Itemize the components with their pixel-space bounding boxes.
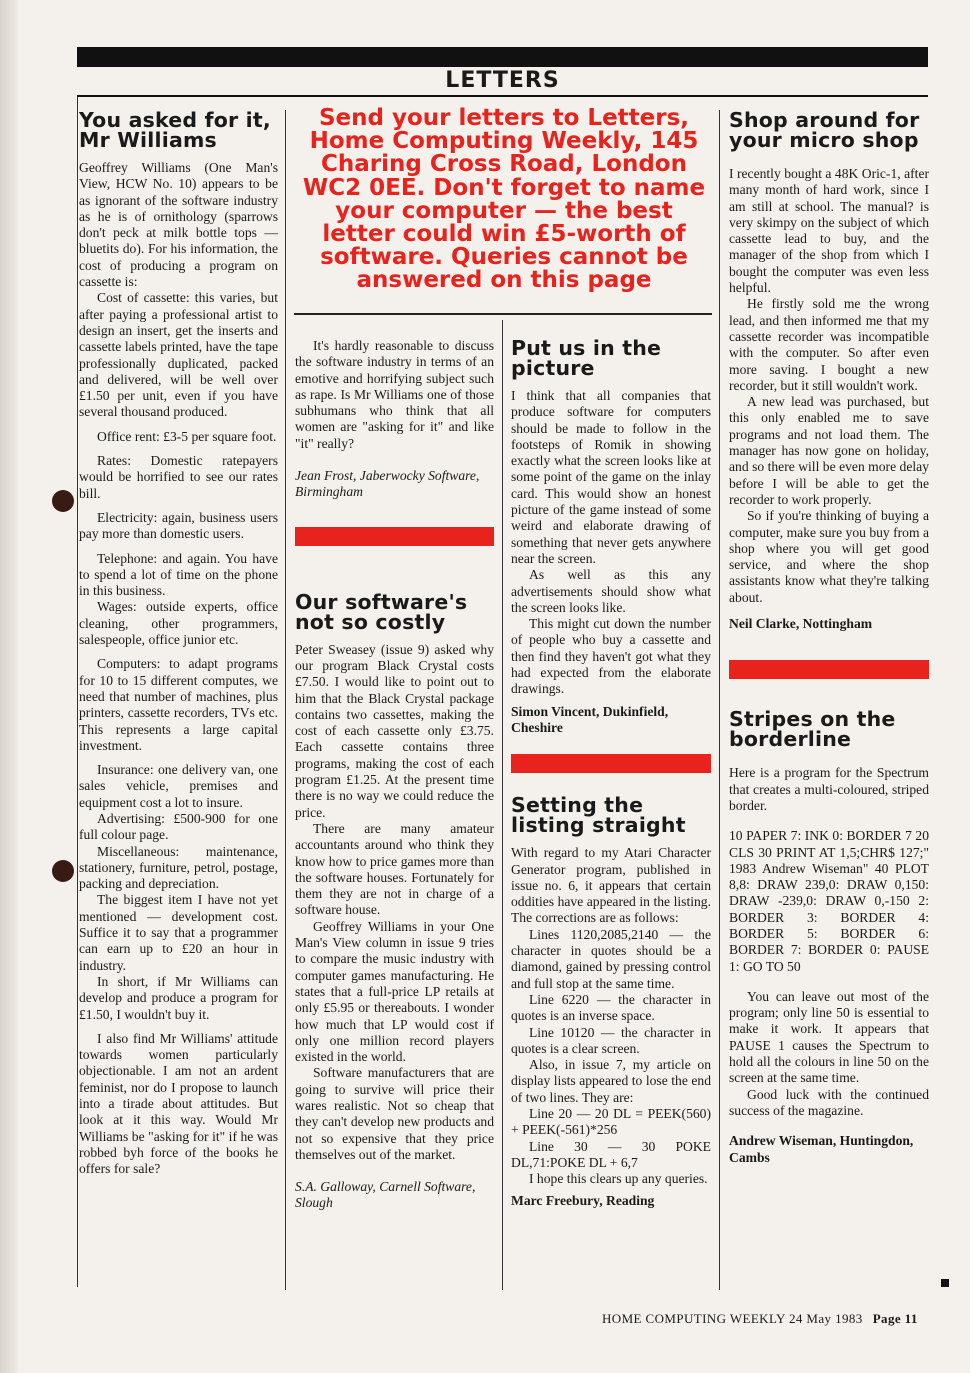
letter-heading: You asked for it, Mr Williams [79, 108, 271, 152]
paragraph: The biggest item I have not yet mentioned — development cost. Suffice it to say that a programmer can earn up to £20 an hour in industry. [79, 892, 278, 973]
paragraph: Insurance: one delivery van, one sales vehicle, premises and equipment cost a lot to insure. [79, 762, 278, 810]
paragraph: Here is a program for the Spectrum that creates a multi-coloured, striped border. [729, 765, 929, 813]
letter-heading: Stripes on the borderline [729, 707, 896, 752]
paragraph: Miscellaneous: maintenance, stationery, furniture, petrol, postage, packing and depreciation. [79, 843, 278, 892]
signature: Andrew Wiseman, Huntingdon, Cambs [729, 1133, 914, 1165]
promo-rule [294, 313, 712, 315]
punch-hole [52, 490, 74, 512]
paragraph: This might cut down the number of people who buy a cassette and then find they haven't got what they had expected from the elaborate drawings. [511, 616, 711, 697]
letter-heading: Our software's not so costly [295, 589, 468, 634]
paragraph: Line 30 — 30 POKE DL,71:POKE DL + 6,7 [511, 1138, 711, 1170]
program-listing: 10 PAPER 7: INK 0: BORDER 7 20 CLS 30 PRINT AT 1,5;CHR$ 127;" 1983 Andrew Wiseman" 40 PLOT 8,8: DRAW 239,0: DRAW 0,150: DRAW -239,0: DRAW 0,-150 2: BORDER 3: BORDER 4: BORDER 5: BORDER 6: BORDER 7: BORDER 0: PAUSE 1: GO TO 50 [729, 828, 929, 974]
paragraph: I recently bought a 48K Oric-1, after many month of hard work, since I am still at school. The manual? is very skimpy on the subject of which cassette lead to buy, and the manager of the shop from which I bought the computer was even less helpful. [729, 166, 929, 296]
page-edge [0, 0, 18, 1373]
end-mark [941, 1274, 949, 1292]
red-divider [295, 527, 494, 546]
letter-heading: Put us in the picture [511, 336, 662, 380]
signature: Neil Clarke, Nottingham [729, 616, 873, 632]
paragraph: Lines 1120,2085,2140 — the character in quotes should be a diamond, gained by pressing control and full stop at the same time. [511, 926, 711, 991]
paragraph: In short, if Mr Williams can develop and produce a program for £1.50, I wouldn't buy it. [79, 973, 278, 1022]
red-divider [511, 754, 711, 773]
column-4 [729, 110, 929, 1166]
paragraph: There are many amateur accountants around who think they know how to price games more than the software houses. Fortunately for them they are not in charge of a software house. [295, 820, 494, 918]
paragraph: You can leave out most of the program; only line 50 is essential to make it work. It appears that PAUSE 1 causes the Spectrum to hold all the colours in line 50 on the screen at the same time. [729, 988, 929, 1086]
letter-heading: Setting the listing straight [511, 793, 686, 838]
footer [602, 1311, 918, 1327]
signature: S.A. Galloway, Carnell Software, Slough [295, 1179, 476, 1211]
paragraph: Line 6220 — the character in quotes is an inverse space. [511, 991, 711, 1024]
header-bar [77, 47, 928, 67]
paragraph: A new lead was purchased, but this only enabled me to save programs and not load them. The manager has now gone on holiday, and so there will be even more delay before I will be able to get the recorder to work properly. [729, 394, 929, 507]
column-2 [295, 338, 494, 1212]
paragraph: As well as this any advertisements should show what the screen looks like. [511, 567, 711, 615]
red-divider [729, 660, 929, 679]
paragraph: It's hardly reasonable to discuss the software industry in terms of an emotive and horrifying subject such as rape. Is Mr Williams one of those subhumans who think that all women are "asking for it" and like "it" really? [295, 338, 494, 451]
paragraph: Also, in issue 7, my article on display lists appeared to lose the end of two lines. They are: [511, 1057, 711, 1105]
paragraph: Telephone: and again. You have to spend a lot of time on the phone in this business. [79, 550, 278, 599]
title-rule [77, 95, 928, 97]
signature: Simon Vincent, Dukinfield, Cheshire [511, 703, 669, 735]
paragraph: I hope this clears up any queries. [529, 1171, 708, 1187]
column-3 [511, 338, 711, 1210]
paragraph: Wages: outside experts, office cleaning, other programmers, salespeople, office junior etc. [79, 599, 278, 648]
paragraph: I think that all companies that produce software for computers should be made to follow in the footsteps of Romik in showing exactly what the screen looks like at some point of the game on the inlay card. This would show an honest picture of the game instead of some weird and elaborate drawing of something that never gets anywhere near the screen. [511, 388, 711, 566]
column-1 [79, 110, 278, 1178]
paragraph: He firstly sold me the wrong lead, and then informed me that my cassette recorder was incompatible with the computer. So after even more saving. I bought a new recorder, but it still wouldn't work. [729, 296, 929, 393]
paragraph: Peter Sweasey (issue 9) asked why our program Black Crystal costs £7.50. I would like to point out to him that the Black Crystal package contains two cassettes, making the cost of each cassette only £3.75. Each cassette contains three programs, making the cost of each program £1.25. At the present time there is no way we could reduce the price. [295, 641, 494, 820]
signature: Jean Frost, Jaberwocky Software, Birmingham [295, 468, 480, 500]
column-rule [285, 110, 286, 1290]
paragraph: Office rent: £3-5 per square foot. [97, 428, 277, 444]
paragraph: So if you're thinking of buying a computer, make sure you buy from a shop where you will get good service, and where the shop assistants know what they're talking about. [729, 508, 929, 605]
paragraph: Geoffrey Williams in your One Man's View column in issue 9 tries to compare the music industry with computer games manufacturing. He states that a full-price LP retails at only £5.95 or thereabouts. I wonder how much that LP would cost if only one million record players existed in the world. [295, 918, 494, 1065]
column-rule [502, 320, 503, 1290]
paragraph: Geoffrey Williams (One Man's View, HCW No. 10) appears to be as ignorant of the software industry as he is of ornithology (sparrows don't peck at milk bottle tops — bluetits do). For his information, the cost of producing a program on cassette is: [79, 160, 278, 290]
punch-hole [52, 860, 74, 882]
paragraph: Good luck with the continued success of the magazine. [729, 1086, 929, 1118]
paragraph: Advertising: £500-900 for one full colour page. [79, 810, 278, 843]
letter-heading: Shop around for your micro shop [729, 108, 920, 152]
paragraph: I also find Mr Williams' attitude towards women particularly objectionable. I am not an ardent feminist, nor do I propose to launch into a tirade about attitudes. But look at it this way. Would Mr Williams be "asking for it" if he was robbed byh force of the books he offers for sale? [79, 1030, 278, 1177]
page-number: Page 11 [872, 1311, 918, 1326]
paragraph: With regard to my Atari Character Generator program, published in issue no. 6, it appears that certain oddities have appeared in the listing. The corrections are as follows: [511, 845, 711, 926]
paragraph: Software manufacturers that are going to survive will price their wares realistic. Not so cheap that they can't develop new products and not so expensive that they price themselves out of the market. [295, 1065, 494, 1162]
paragraph: Cost of cassette: this varies, but after paying a professional artist to design an insert, get the inserts and cassette labels printed, have the tape professionally duplicated, packed and delivered, will be well over £1.50 per unit, even if you have several thousand produced. [79, 290, 278, 420]
column-rule [77, 97, 78, 1287]
paragraph: Rates: Domestic ratepayers would be horrified to see our rates bill. [79, 453, 278, 501]
paragraph: Line 20 — 20 DL = PEEK(560) + PEEK(-561)*256 [511, 1105, 711, 1138]
section-title: LETTERS [445, 68, 560, 93]
signature: Marc Freebury, Reading [511, 1193, 655, 1209]
footer-text: HOME COMPUTING WEEKLY 24 May 1983 [602, 1311, 863, 1326]
paragraph: Computers: to adapt programs for 10 to 15 different computes, we need that number of machines, plus printers, cassette recorders, TVs etc. This represents a large capital investment. [79, 656, 278, 753]
column-rule [719, 110, 720, 1290]
paragraph: Line 10120 — the character in quotes is a clear screen. [511, 1024, 711, 1056]
paragraph: Electricity: again, business users pay more than domestic users. [79, 509, 278, 542]
promo-text: Send your letters to Letters, Home Computing Weekly, 145 Charing Cross Road, London WC2 0EE. Don't forget to name your computer — the best letter could win £5-worth of software. Queries cannot be answered on this page [302, 105, 706, 294]
